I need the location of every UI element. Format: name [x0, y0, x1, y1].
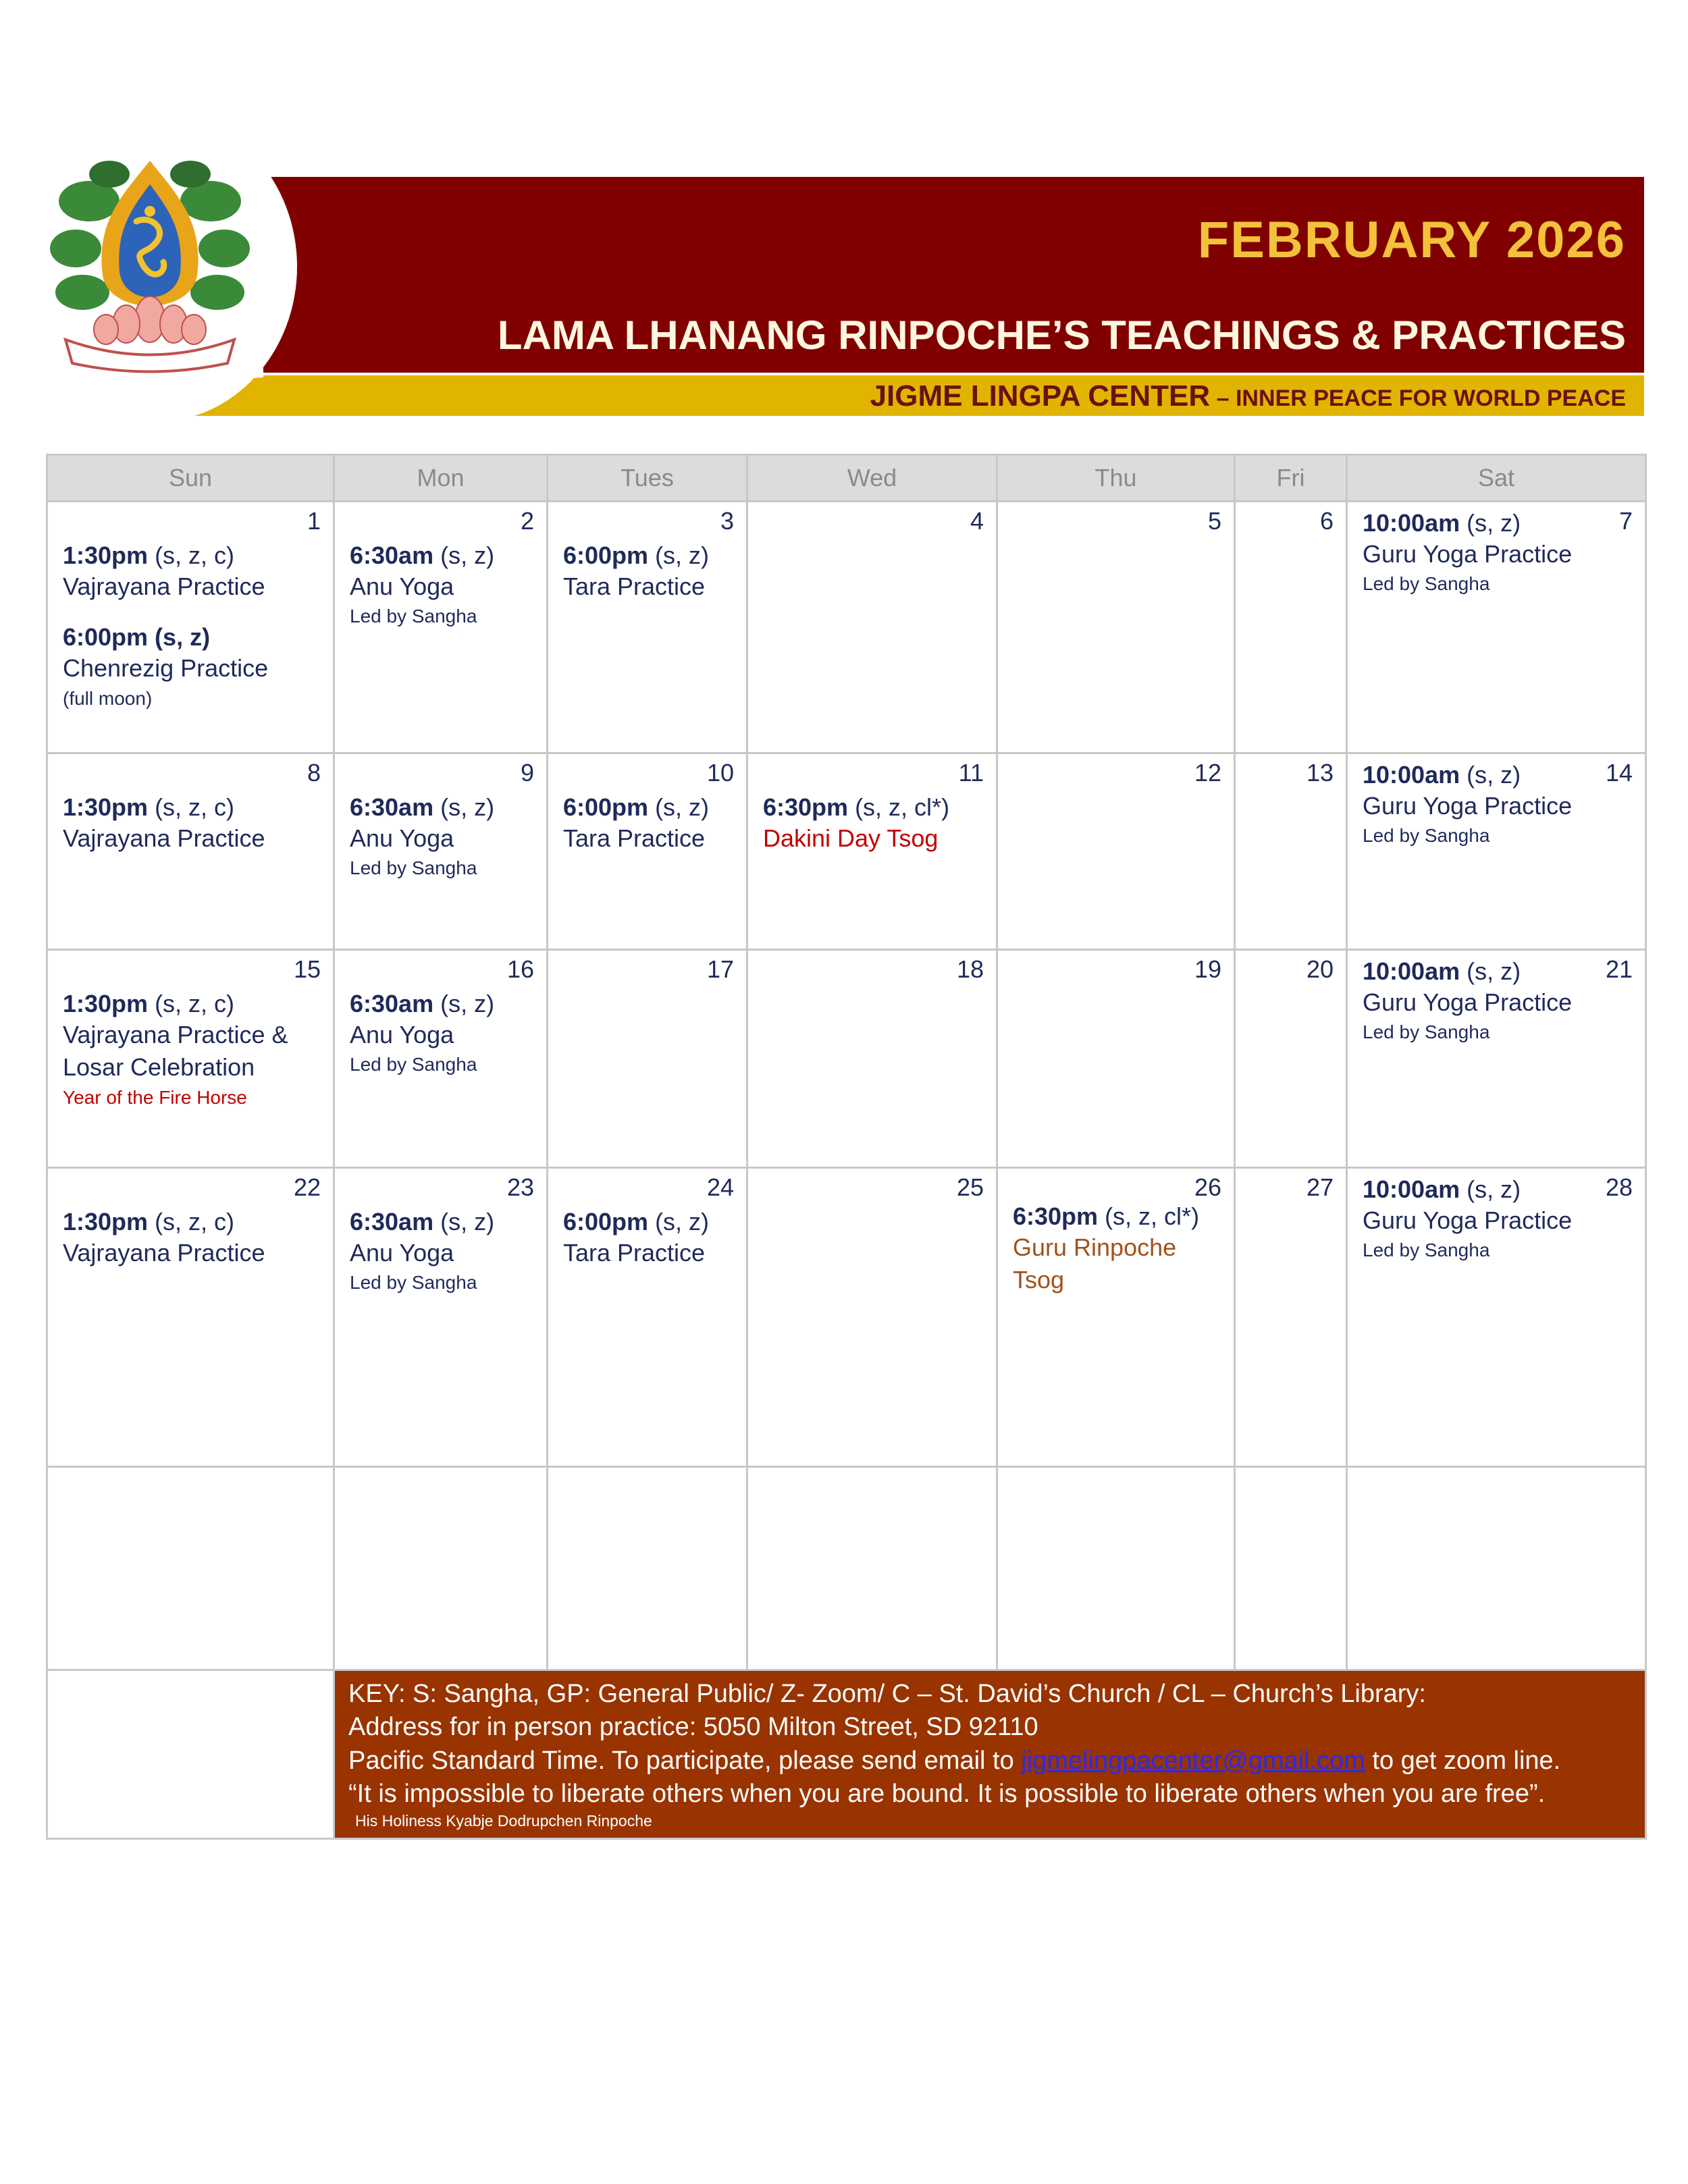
event-title: Chenrezig Practice — [63, 654, 269, 683]
event-note: Led by Sangha — [1363, 825, 1490, 847]
day-number: 22 — [293, 1173, 321, 1201]
event-note: Led by Sangha — [350, 1054, 477, 1075]
event-time: 10:00am — [1363, 508, 1460, 537]
event-codes: (s, z) — [1460, 957, 1521, 985]
weekday-fri: Fri — [1235, 455, 1347, 502]
day-cell — [997, 1168, 1235, 1467]
day-cell — [47, 753, 334, 950]
key-participation — [348, 1744, 1631, 1778]
day-number: 26 — [1194, 1173, 1221, 1201]
event-title: Anu Yoga — [350, 824, 454, 852]
event-title: Anu Yoga — [350, 572, 454, 600]
event-note: Led by Sangha — [350, 606, 477, 627]
day-cell — [47, 502, 334, 753]
event-title: Dakini Day Tsog — [763, 824, 939, 852]
day-number: 7 — [1618, 507, 1633, 535]
event — [763, 792, 984, 855]
event-title: Vajrayana Practice — [63, 1238, 265, 1267]
event-codes: (s, z) — [1460, 760, 1521, 789]
day-cell — [747, 502, 997, 753]
day-cell — [334, 1168, 548, 1467]
day-cell-empty — [334, 1467, 548, 1670]
weekday-sat: Sat — [1347, 455, 1646, 502]
weekday-header-row — [47, 455, 1646, 502]
key-legend: KEY: S: Sangha, GP: General Public/ Z- Zoom/ C – St. David’s Church / CL – Church’s Library: — [348, 1680, 1426, 1708]
day-cell — [997, 950, 1235, 1168]
event — [63, 792, 321, 855]
event — [563, 792, 734, 855]
day-cell — [548, 753, 747, 950]
event — [1363, 1174, 1633, 1264]
event-title: Vajrayana Practice — [63, 572, 265, 600]
event — [1363, 508, 1633, 597]
event-codes: (s, z) — [1460, 1175, 1521, 1203]
day-number: 3 — [720, 507, 734, 535]
day-number: 14 — [1605, 759, 1633, 787]
event-codes: (s, z, c) — [148, 989, 235, 1017]
weekday-wed: Wed — [747, 455, 997, 502]
week-row — [47, 950, 1646, 1168]
day-number: 28 — [1605, 1173, 1633, 1201]
event-time: 6:00pm — [563, 793, 649, 821]
calendar-grid — [46, 454, 1647, 1840]
day-number: 8 — [307, 759, 321, 787]
day-cell — [1235, 1168, 1347, 1467]
key-participation-post: to get zoom line. — [1365, 1746, 1561, 1775]
day-cell — [747, 753, 997, 950]
day-number: 17 — [706, 955, 734, 983]
day-cell-empty — [47, 1467, 334, 1670]
event-title: Losar Celebration — [63, 1053, 255, 1082]
day-number: 1 — [307, 507, 321, 535]
event-codes: (s, z, c) — [148, 793, 235, 821]
event-time: 6:00pm (s, z) — [63, 623, 211, 651]
day-cell — [548, 1168, 747, 1467]
day-number: 16 — [506, 955, 534, 983]
weekday-sun: Sun — [47, 455, 334, 502]
event-codes: (s, z, c) — [148, 541, 235, 569]
event-title: Tara Practice — [563, 1238, 706, 1267]
day-number: 2 — [520, 507, 534, 535]
event-codes: (s, z) — [433, 1207, 495, 1235]
event — [1013, 1201, 1221, 1297]
day-cell — [747, 1168, 997, 1467]
event — [63, 540, 321, 604]
event-time: 6:30am — [350, 1207, 434, 1235]
day-number: 9 — [520, 759, 534, 787]
day-number: 12 — [1194, 759, 1221, 787]
event — [350, 792, 534, 882]
day-cell — [1347, 1168, 1646, 1467]
weekday-thu: Thu — [997, 455, 1235, 502]
event — [63, 622, 321, 712]
event-codes: (s, z) — [648, 1207, 710, 1235]
event — [563, 540, 734, 604]
day-number: 19 — [1194, 955, 1221, 983]
day-cell — [1347, 502, 1646, 753]
day-number: 18 — [956, 955, 984, 983]
event-codes: (s, z) — [433, 989, 495, 1017]
month-title: FEBRUARY 2026 — [1197, 211, 1626, 269]
day-number: 4 — [970, 507, 984, 535]
event-time: 6:30am — [350, 793, 434, 821]
day-number: 13 — [1306, 759, 1334, 787]
event-note: Led by Sangha — [1363, 1240, 1490, 1261]
day-cell-empty — [1347, 1467, 1646, 1670]
event-title: Tara Practice — [563, 824, 706, 852]
event-title: Guru Yoga Practice — [1363, 988, 1573, 1016]
day-cell — [1235, 753, 1347, 950]
event-time: 1:30pm — [63, 989, 149, 1017]
event-codes: (s, z) — [433, 793, 495, 821]
event-time: 1:30pm — [63, 1207, 149, 1235]
event-title: Tsog — [1013, 1266, 1065, 1294]
weekday-mon: Mon — [334, 455, 548, 502]
event-codes: (s, z) — [433, 541, 495, 569]
event-title: Vajrayana Practice — [63, 824, 265, 852]
day-cell — [997, 753, 1235, 950]
event-note: Led by Sangha — [350, 1272, 477, 1294]
key-address: Address for in person practice: 5050 Milton Street, SD 92110 — [348, 1713, 1038, 1742]
event-time: 6:30am — [350, 989, 434, 1017]
day-cell-empty — [548, 1467, 747, 1670]
day-cell — [334, 753, 548, 950]
event-title: Guru Rinpoche — [1013, 1233, 1177, 1261]
event-title: Guru Yoga Practice — [1363, 539, 1573, 568]
event-title: Anu Yoga — [350, 1238, 454, 1267]
day-number: 10 — [706, 759, 734, 787]
week-row-empty — [47, 1467, 1646, 1670]
event — [63, 1206, 321, 1270]
event-codes: (s, z, cl*) — [848, 793, 950, 821]
day-number: 25 — [956, 1173, 984, 1201]
day-cell — [548, 950, 747, 1168]
day-cell — [747, 950, 997, 1168]
week-row — [47, 753, 1646, 950]
event-note: Led by Sangha — [1363, 1021, 1490, 1043]
day-cell — [1347, 950, 1646, 1168]
event-time: 6:00pm — [563, 541, 649, 569]
event — [563, 1206, 734, 1270]
key-row — [47, 1670, 1646, 1839]
event-title: Tara Practice — [563, 572, 706, 600]
day-cell — [1347, 753, 1646, 950]
event-codes: (s, z, c) — [148, 1207, 235, 1235]
event-time: 6:00pm — [563, 1207, 649, 1235]
day-number: 6 — [1319, 507, 1334, 535]
event-time: 6:30am — [350, 541, 434, 569]
week-row — [47, 1168, 1646, 1467]
event-codes: (s, z) — [1460, 508, 1521, 537]
event — [1363, 760, 1633, 849]
day-cell — [47, 950, 334, 1168]
key-participation-pre: Pacific Standard Time. To participate, please send email to — [348, 1746, 1022, 1775]
weekday-tue: Tues — [548, 455, 747, 502]
day-number: 21 — [1605, 955, 1633, 983]
quote-attribution: His Holiness Kyabje Dodrupchen Rinpoche — [355, 1811, 652, 1830]
day-cell — [47, 1168, 334, 1467]
event-note: Led by Sangha — [350, 857, 477, 879]
day-cell-empty — [747, 1467, 997, 1670]
center-logo-icon — [49, 147, 251, 377]
day-cell — [1235, 950, 1347, 1168]
day-cell — [548, 502, 747, 753]
event-time: 10:00am — [1363, 1175, 1460, 1203]
key-spacer-cell — [47, 1670, 334, 1839]
event-time: 1:30pm — [63, 793, 149, 821]
event — [1363, 956, 1633, 1046]
event — [63, 988, 321, 1111]
day-number: 24 — [706, 1173, 734, 1201]
center-tagline: – INNER PEACE FOR WORLD PEACE — [1210, 385, 1626, 411]
day-number: 23 — [506, 1173, 534, 1201]
day-number: 15 — [293, 955, 321, 983]
event-note: Led by Sangha — [1363, 573, 1490, 595]
event-codes: (s, z, cl*) — [1098, 1202, 1200, 1230]
event-codes: (s, z) — [648, 541, 710, 569]
event-time: 10:00am — [1363, 957, 1460, 985]
event-time: 6:30pm — [763, 793, 849, 821]
event — [350, 988, 534, 1078]
day-cell — [997, 502, 1235, 753]
event-codes: (s, z) — [648, 793, 710, 821]
day-number: 27 — [1306, 1173, 1334, 1201]
email-link[interactable]: jigmelingpacenter@gmail.com — [1021, 1746, 1365, 1775]
event-time: 6:30pm — [1013, 1202, 1099, 1230]
day-number: 5 — [1207, 507, 1221, 535]
event-title: Anu Yoga — [350, 1020, 454, 1048]
center-subtitle — [870, 379, 1626, 413]
week-row — [47, 502, 1646, 753]
key-quote: “It is impossible to liberate others when you are bound. It is possible to liberate others when you are free”. — [348, 1780, 1546, 1809]
event-note: Year of the Fire Horse — [63, 1086, 247, 1108]
page-title: LAMA LHANANG RINPOCHE’S TEACHINGS & PRACTICES — [497, 313, 1626, 358]
day-cell-empty — [997, 1467, 1235, 1670]
event-title: Guru Yoga Practice — [1363, 1206, 1573, 1234]
event-time: 1:30pm — [63, 541, 149, 569]
event — [350, 1206, 534, 1296]
day-cell — [334, 950, 548, 1168]
key-box — [334, 1670, 1646, 1839]
event — [350, 540, 534, 630]
day-number: 11 — [958, 759, 984, 787]
event-title: Guru Yoga Practice — [1363, 791, 1573, 820]
day-cell-empty — [1235, 1467, 1347, 1670]
event-note: (full moon) — [63, 687, 153, 709]
day-cell — [334, 502, 548, 753]
event-time: 10:00am — [1363, 760, 1460, 789]
day-number: 20 — [1306, 955, 1334, 983]
center-name: JIGME LINGPA CENTER — [870, 379, 1211, 412]
day-cell — [1235, 502, 1347, 753]
event-title: Vajrayana Practice & — [63, 1020, 288, 1048]
